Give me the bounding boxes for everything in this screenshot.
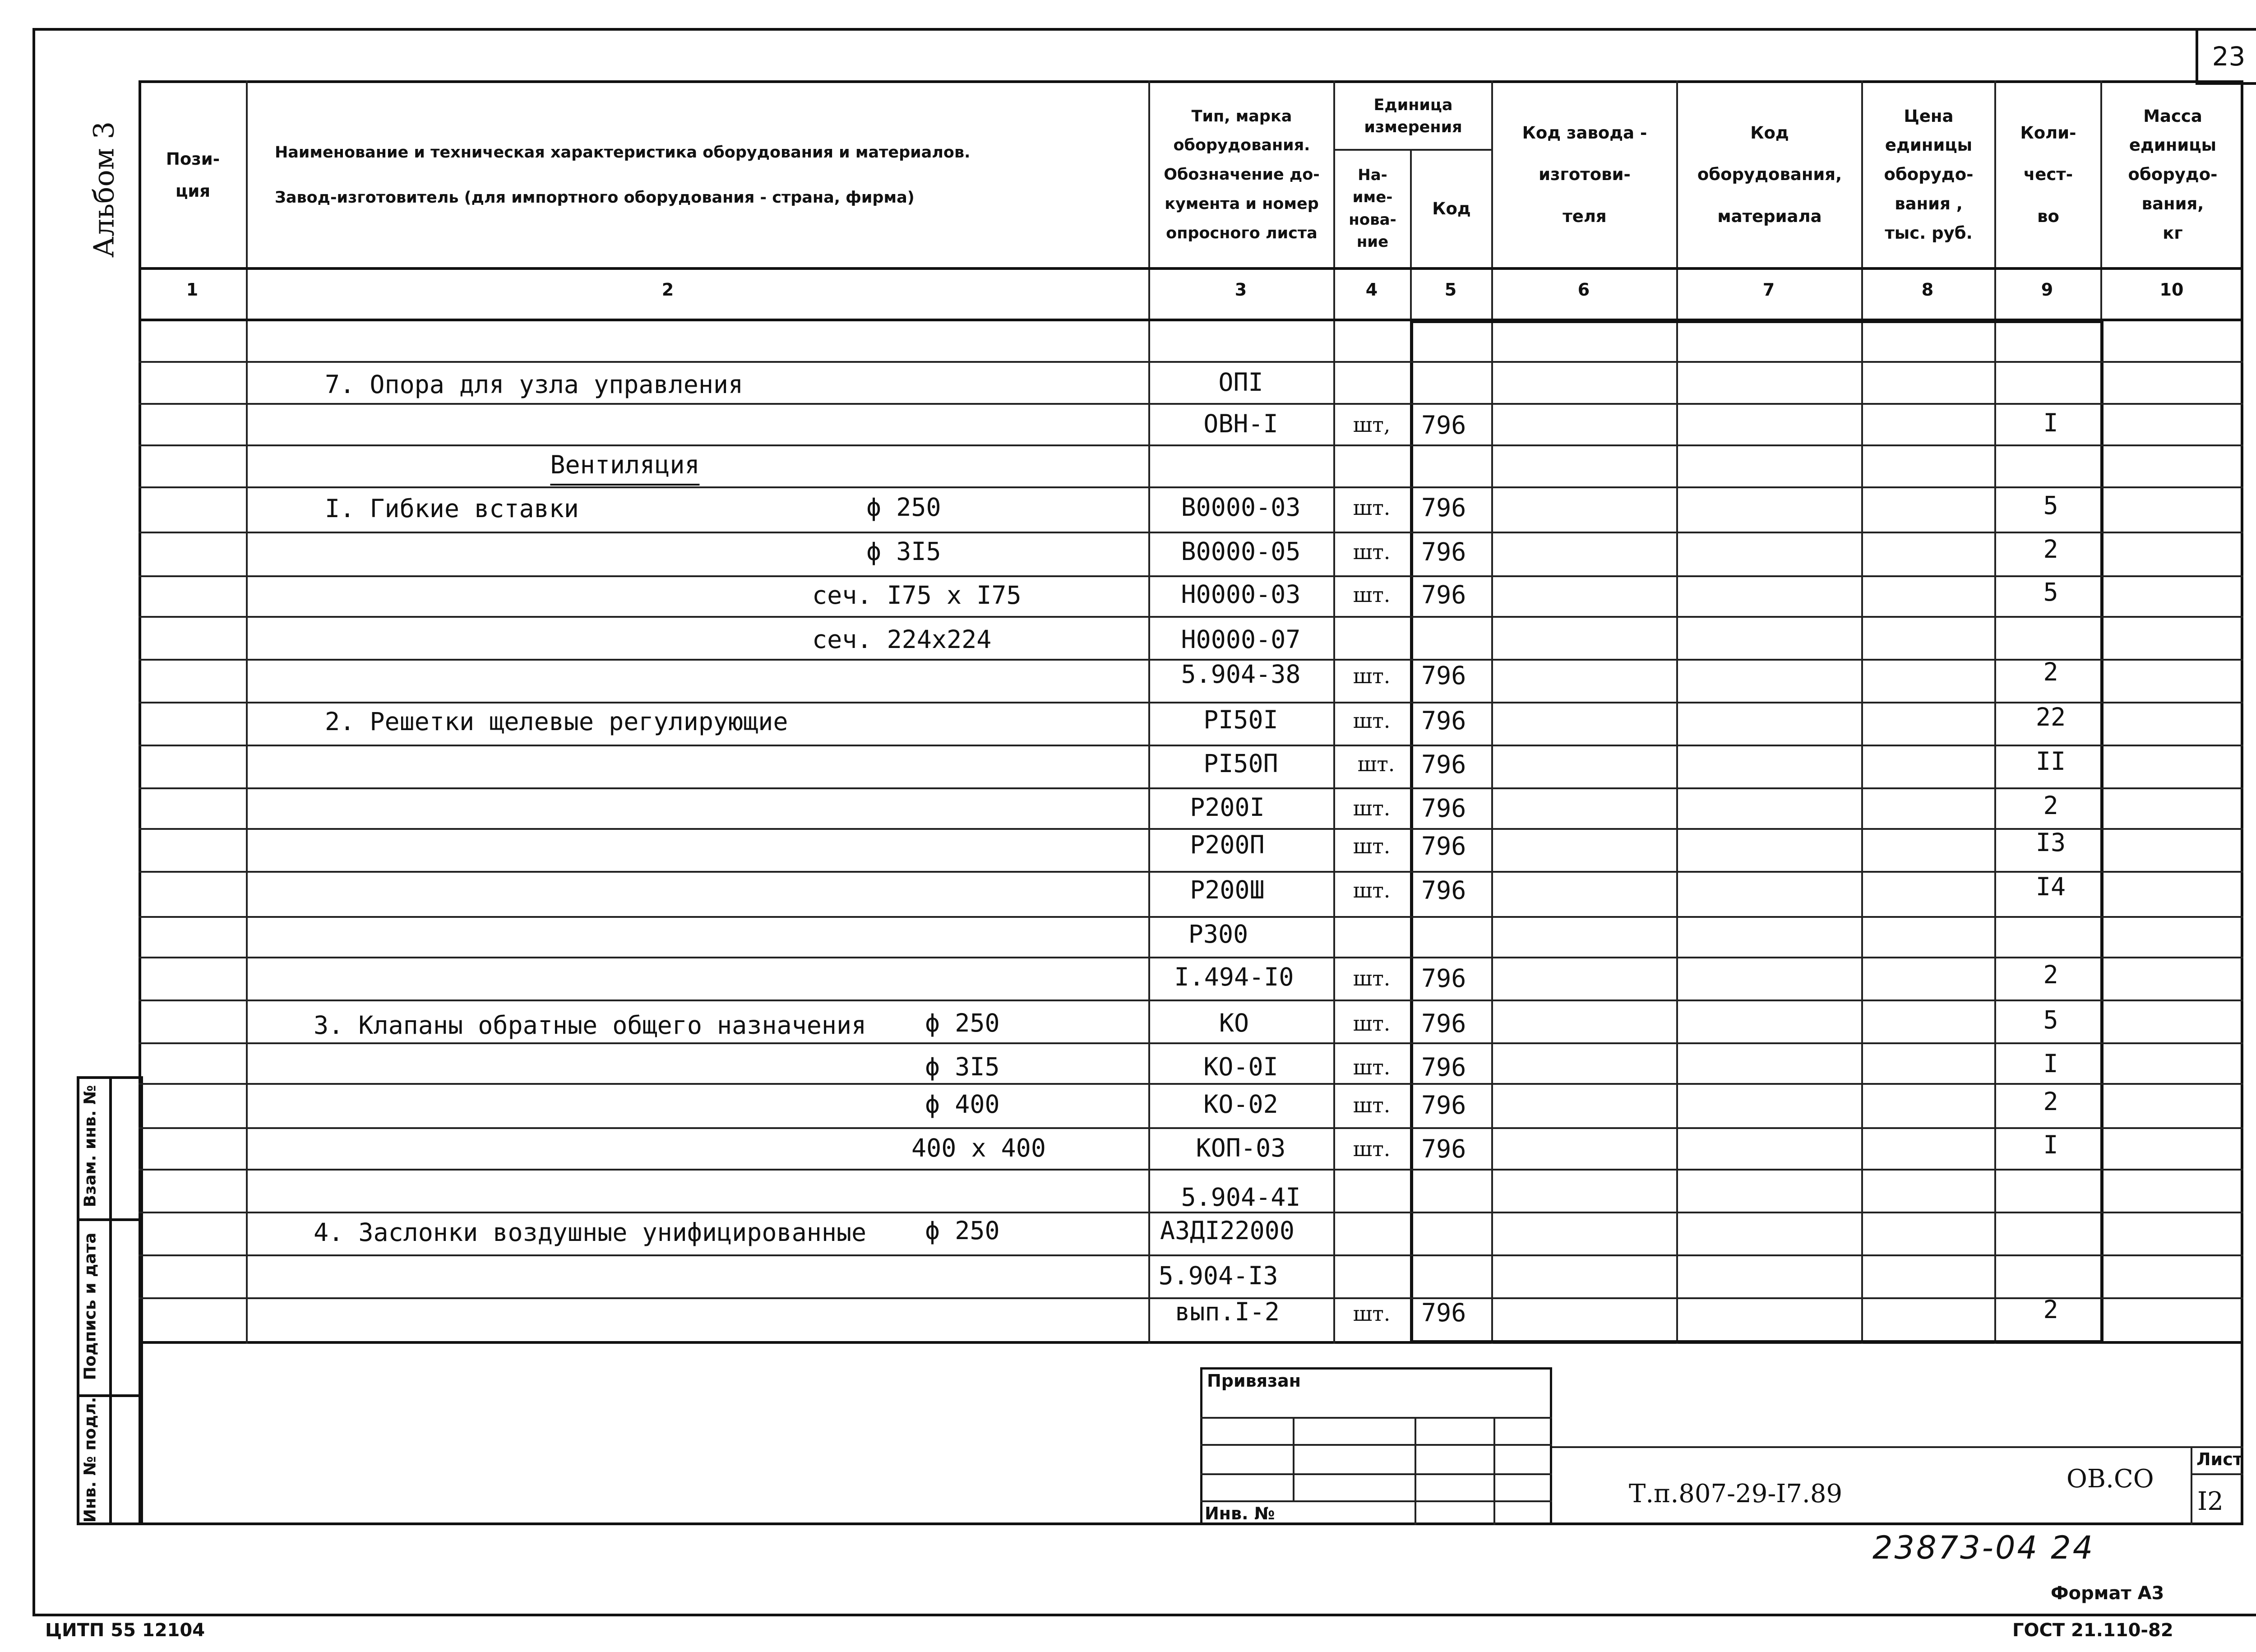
row-line (139, 616, 2243, 618)
col-number: 7 (1762, 280, 1775, 300)
item-code: 796 (1421, 1298, 1466, 1327)
item-code: 796 (1421, 1091, 1466, 1120)
item-type: ОПI (1218, 368, 1263, 397)
item-unit: шт. (1353, 540, 1391, 564)
item-name: 2. Решетки щелевые регулирующие (325, 707, 788, 736)
item-type: РI50П (1203, 749, 1278, 778)
item-type: 5.904-4I (1181, 1183, 1301, 1212)
header-name: Наименование и техническая характеристика оборудования и материалов. Завод-изготовитель (для импортного оборудования - страна, фирма) (275, 143, 971, 207)
item-unit: шт. (1353, 1093, 1391, 1117)
col-number: 2 (661, 280, 674, 300)
lower-area (139, 1341, 2243, 1525)
item-unit: шт. (1353, 1137, 1391, 1161)
item-type: Н0000-03 (1181, 580, 1301, 609)
col-number: 1 (186, 280, 199, 300)
item-unit: шт. (1353, 878, 1391, 902)
item-code: 796 (1421, 580, 1466, 609)
item-type: I.494-I0 (1174, 963, 1294, 991)
bound-line (1200, 1473, 1552, 1475)
gost-label: ГОСТ 21.110-82 (2012, 1620, 2173, 1641)
item-code: 796 (1421, 661, 1466, 690)
item-unit: шт. (1353, 708, 1391, 733)
item-type: Р200П (1190, 830, 1265, 859)
side-stamp-line (77, 1218, 143, 1221)
item-quantity: 2 (2043, 535, 2058, 564)
col-number: 6 (1577, 280, 1590, 300)
row-line (139, 1254, 2243, 1256)
item-type: Н0000-07 (1181, 625, 1301, 654)
header-factory-code: Код завода - изготови- теля (1522, 123, 1647, 226)
col-number: 8 (1921, 280, 1934, 300)
item-type: ОВН-I (1203, 409, 1278, 438)
bold-col-line (2100, 320, 2103, 1344)
bound-label: Привязан (1207, 1371, 1301, 1391)
item-code: 796 (1421, 493, 1466, 522)
item-quantity: 2 (2043, 791, 2058, 820)
item-code: 796 (1421, 1009, 1466, 1038)
row-line (139, 444, 2243, 446)
footer-left: ЦИТП 55 12104 (45, 1620, 205, 1641)
section-heading: Вентиляция (550, 453, 699, 486)
item-quantity: II (2035, 747, 2066, 776)
bold-col-line (1410, 320, 1413, 1344)
col-line (1333, 80, 1335, 1344)
item-spec: ϕ 250 (866, 493, 941, 522)
item-quantity: 2 (2043, 657, 2058, 686)
item-type: АЗДI22000 (1160, 1216, 1295, 1245)
item-unit: шт. (1353, 1055, 1391, 1079)
row-line (139, 828, 2243, 830)
item-type: РI50I (1203, 705, 1278, 734)
item-quantity: 22 (2035, 703, 2066, 731)
inv-label: Инв. № (1205, 1504, 1275, 1523)
header-price: Цена единицы оборудо- вания , тыс. руб. (1884, 106, 1974, 243)
item-type: В0000-05 (1181, 537, 1301, 566)
item-code: 796 (1421, 876, 1466, 905)
item-type: В0000-03 (1181, 493, 1301, 522)
header-unit-code: Код (1432, 199, 1471, 218)
header-type: Тип, марка оборудования. Обозначение до- кумента и номер опросного листа (1164, 107, 1320, 242)
section-code: ОВ.СО (2066, 1464, 2154, 1494)
header-line (1333, 149, 1491, 151)
item-code: 796 (1421, 794, 1466, 823)
sheet-number: I2 (2197, 1487, 2224, 1516)
row-line (139, 1212, 2243, 1213)
row-line (139, 745, 2243, 746)
item-unit: шт. (1353, 1301, 1391, 1326)
item-quantity: I (2043, 1130, 2058, 1159)
item-unit: шт. (1353, 495, 1391, 520)
item-quantity: I4 (2035, 872, 2066, 901)
row-line (139, 787, 2243, 789)
item-unit: шт. (1353, 796, 1391, 820)
col-line (1491, 80, 1493, 1344)
row-line (139, 1127, 2243, 1129)
col-number: 4 (1365, 280, 1378, 300)
row-line (139, 957, 2243, 958)
item-type: 5.904-I3 (1158, 1261, 1278, 1290)
bound-line (1200, 1444, 1552, 1446)
item-quantity: 2 (2043, 960, 2058, 989)
bound-line (1200, 1500, 1552, 1502)
row-line (139, 486, 2243, 488)
document-code: Т.п.807-29-I7.89 (1629, 1479, 1843, 1509)
item-unit: шт. (1357, 752, 1395, 776)
item-unit: шт, (1353, 412, 1391, 437)
item-code: 796 (1421, 706, 1466, 735)
item-type: КО-02 (1203, 1090, 1278, 1119)
data-top-bold-line (1410, 320, 2100, 323)
col-line (1994, 80, 1996, 1344)
side-stamp-orig-inv: Инв. № подл. (81, 1397, 100, 1523)
row-line (139, 871, 2243, 873)
col-line (1676, 80, 1678, 1344)
header-position: Пози- ция (166, 149, 220, 201)
page-number: 23 (2196, 31, 2256, 85)
title-block-top (1552, 1446, 2243, 1448)
row-line (139, 1000, 2243, 1001)
item-type: Р200I (1190, 793, 1265, 822)
title-block-sheet-col (2191, 1446, 2192, 1525)
item-unit: шт. (1353, 834, 1391, 858)
item-unit: шт. (1353, 583, 1391, 607)
item-spec: 400 x 400 (911, 1134, 1046, 1162)
bound-line (1200, 1417, 1552, 1419)
item-quantity: I (2043, 408, 2058, 437)
side-stamp-replace-inv: Взам. инв. № (81, 1085, 100, 1208)
col-number: 9 (2041, 280, 2053, 300)
item-spec: ϕ 3I5 (866, 537, 941, 566)
item-type: КОП-03 (1196, 1134, 1286, 1162)
item-type: КО (1219, 1009, 1249, 1037)
item-quantity: I3 (2035, 828, 2066, 857)
item-name: 3. Клапаны обратные общего назначения (314, 1011, 867, 1040)
item-type: Р200Ш (1190, 875, 1265, 904)
side-stamp-divider (109, 1076, 112, 1525)
item-spec: ϕ 250 (925, 1009, 1000, 1037)
side-stamp-signature-date: Подпись и дата (81, 1232, 100, 1380)
header-unit-group: Единица измерения (1364, 96, 1462, 136)
item-quantity: 2 (2043, 1087, 2058, 1116)
sheet-label: Лист (2196, 1449, 2243, 1469)
bound-col (1415, 1417, 1416, 1525)
item-unit: шт. (1353, 1011, 1391, 1036)
item-unit: шт. (1353, 966, 1391, 990)
album-label: Альбом 3 (87, 121, 120, 258)
bound-col (1293, 1417, 1294, 1500)
item-name: I. Гибкие вставки (325, 494, 579, 523)
item-code: 796 (1421, 832, 1466, 861)
item-type: 5.904-38 (1181, 660, 1301, 689)
row-line (139, 1042, 2243, 1044)
row-line (139, 1083, 2243, 1085)
row-line (139, 1169, 2243, 1171)
item-code: 796 (1421, 964, 1466, 993)
item-quantity: 5 (2043, 1005, 2058, 1034)
col-number: 3 (1234, 280, 1247, 300)
col-line (1148, 80, 1150, 1344)
row-line (139, 403, 2243, 405)
item-type: Р300 (1188, 920, 1248, 949)
header-bottom-line (139, 267, 2243, 270)
col-line (1861, 80, 1863, 1344)
row-line (139, 702, 2243, 703)
row-line (139, 575, 2243, 577)
item-code: 796 (1421, 411, 1466, 440)
item-code: 796 (1421, 750, 1466, 779)
item-spec: сеч. I75 x I75 (812, 581, 1022, 610)
item-type: КО-0I (1203, 1052, 1278, 1081)
handwritten-number: 23873-04 24 (1872, 1529, 2095, 1566)
header-equipment-code: Код оборудования, материала (1697, 123, 1842, 226)
item-quantity: 2 (2043, 1295, 2058, 1324)
item-quantity: 5 (2043, 578, 2058, 606)
item-code: 796 (1421, 1053, 1466, 1082)
bound-col (1493, 1417, 1495, 1525)
item-type: вып.I-2 (1175, 1297, 1280, 1326)
format-label: Формат А3 (2051, 1583, 2164, 1604)
title-block-sheet-line (2191, 1473, 2243, 1475)
row-line (139, 916, 2243, 918)
col-line (246, 80, 248, 1344)
row-line (139, 532, 2243, 533)
item-spec: ϕ 400 (925, 1090, 1000, 1119)
item-code: 796 (1421, 1134, 1466, 1163)
header-mass: Масса единицы оборудо- вания, кг (2128, 106, 2218, 243)
header-unit-name: На- име- нова- ние (1349, 166, 1396, 251)
header-quantity: Коли- чест- во (2020, 123, 2076, 226)
row-line (139, 361, 2243, 363)
item-name: 7. Опора для узла управления (325, 370, 744, 399)
item-spec: ϕ 3I5 (925, 1052, 1000, 1081)
item-unit: шт. (1353, 664, 1391, 688)
col-number: 10 (2159, 280, 2184, 300)
item-name: 4. Заслонки воздушные унифицированные (314, 1218, 867, 1247)
col-number: 5 (1444, 280, 1457, 300)
item-quantity: I (2043, 1049, 2058, 1078)
item-spec: ϕ 250 (925, 1216, 1000, 1245)
item-code: 796 (1421, 537, 1466, 566)
item-quantity: 5 (2043, 491, 2058, 520)
item-spec: сеч. 224x224 (812, 625, 992, 654)
